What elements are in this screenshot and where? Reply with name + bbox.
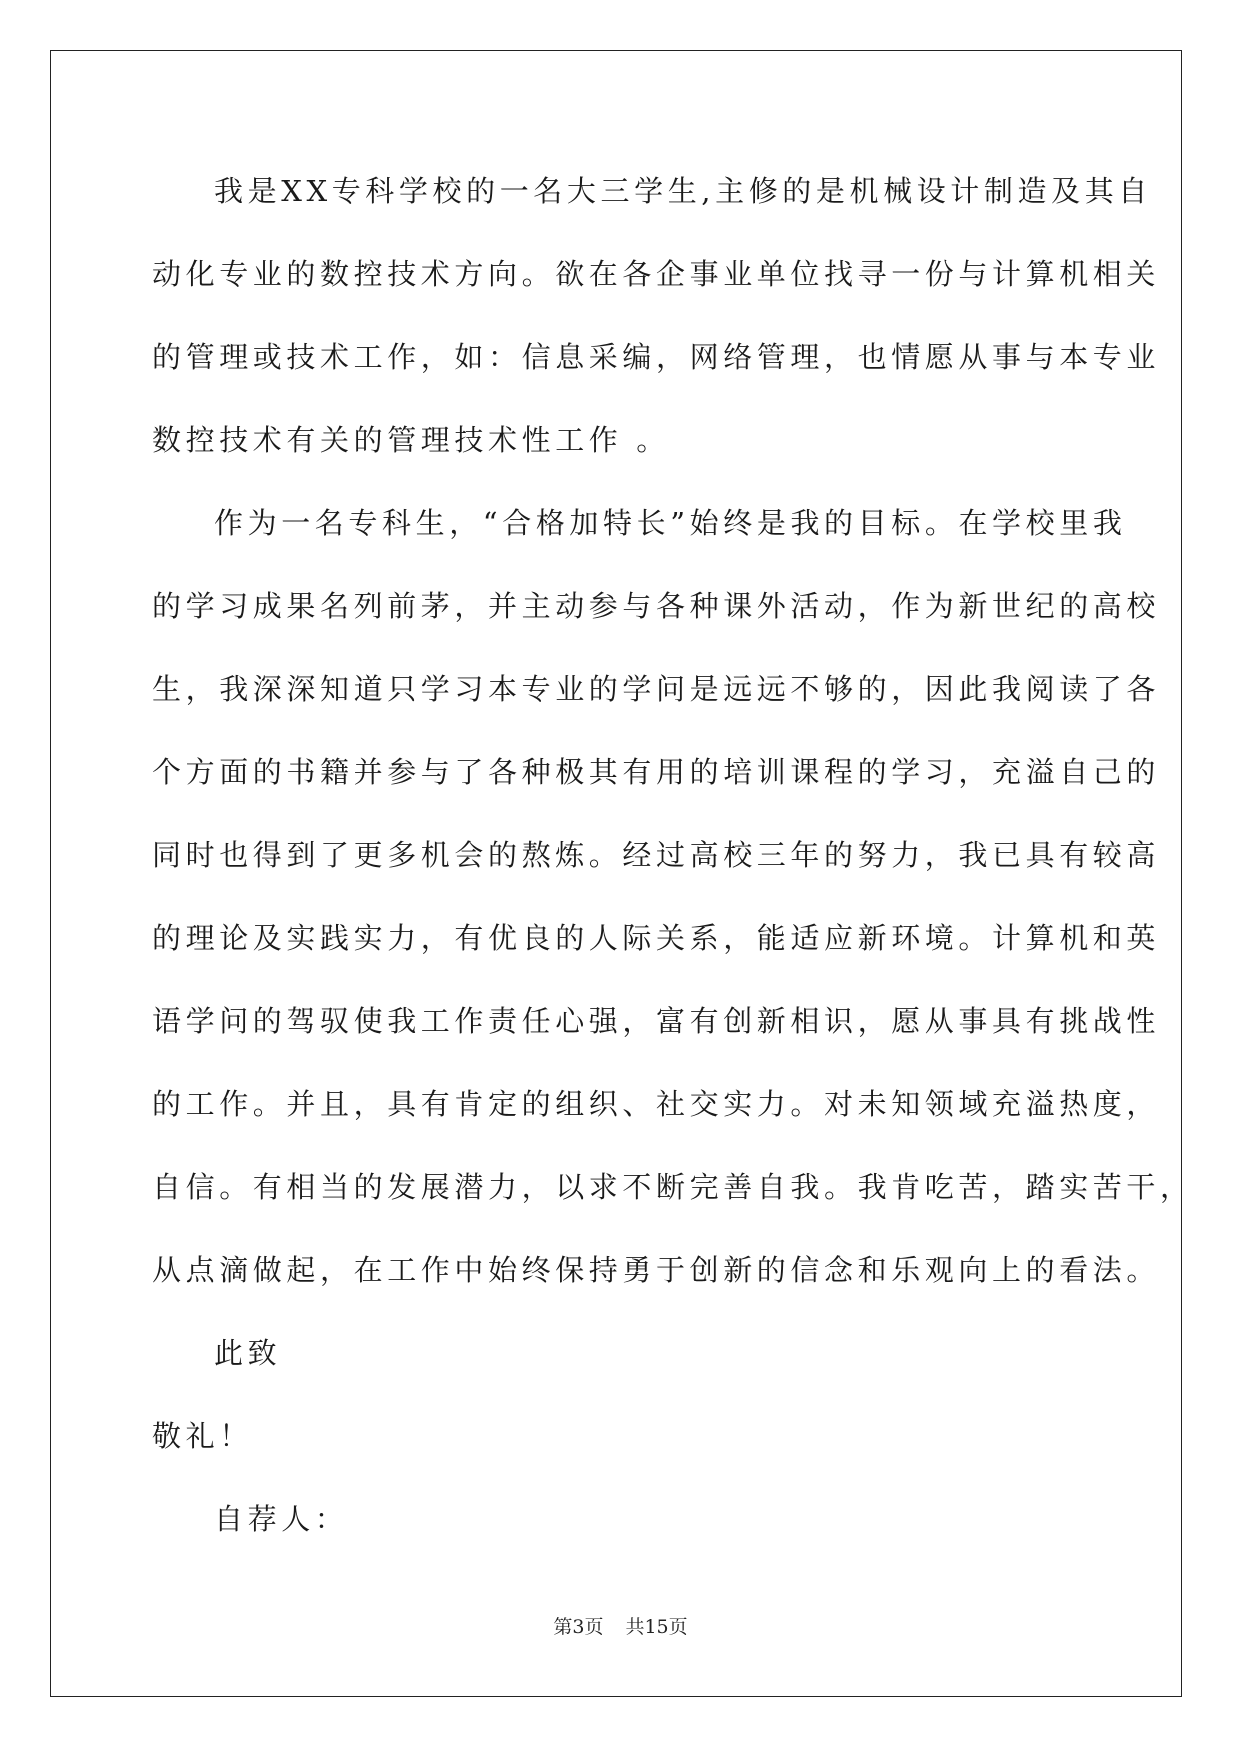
- paragraph-1-line-3: 的管理或技术工作，如：信息采编，网络管理，也情愿从事与本专业: [152, 340, 1161, 374]
- paragraph-2-line-5: 同时也得到了更多机会的熬炼。经过高校三年的努力，我已具有较高: [152, 838, 1161, 872]
- paragraph-2-line-8: 的工作。并且，具有肯定的组织、社交实力。对未知领域充溢热度，: [152, 1087, 1161, 1121]
- page-footer: [0, 1612, 1241, 1639]
- paragraph-2-line-10: 从点滴做起，在工作中始终保持勇于创新的信念和乐观向上的看法。: [152, 1253, 1161, 1287]
- signature-label: 自荐人：: [214, 1502, 349, 1536]
- paragraph-2-line-1: 作为一名专科生，“合格加特长”始终是我的目标。在学校里我: [214, 506, 1127, 540]
- page-total: 共15页: [625, 1616, 688, 1638]
- paragraph-2-line-7: 语学问的驾驭使我工作责任心强，富有创新相识，愿从事具有挑战性: [152, 1004, 1161, 1038]
- page-number: 第3页: [553, 1616, 604, 1638]
- paragraph-2-line-9: 自信。有相当的发展潜力，以求不断完善自我。我肯吃苦，踏实苦干，: [152, 1170, 1194, 1204]
- closing-salutation: 此致: [214, 1336, 282, 1370]
- paragraph-2-line-6: 的理论及实践实力，有优良的人际关系，能适应新环境。计算机和英: [152, 921, 1161, 955]
- paragraph-2-line-2: 的学习成果名列前茅，并主动参与各种课外活动，作为新世纪的高校: [152, 589, 1161, 623]
- paragraph-1-line-4: 数控技术有关的管理技术性工作 。: [152, 423, 670, 457]
- closing-regards: 敬礼！: [152, 1419, 253, 1453]
- paragraph-2-line-4: 个方面的书籍并参与了各种极其有用的培训课程的学习，充溢自己的: [152, 755, 1161, 789]
- paragraph-2-line-3: 生，我深深知道只学习本专业的学问是远远不够的，因此我阅读了各: [152, 672, 1161, 706]
- letter-body: [152, 163, 1194, 1574]
- paragraph-1-line-1: 我是XX专科学校的一名大三学生,主修的是机械设计制造及其自: [214, 174, 1152, 208]
- paragraph-1-line-2: 动化专业的数控技术方向。欲在各企事业单位找寻一份与计算机相关: [152, 257, 1161, 291]
